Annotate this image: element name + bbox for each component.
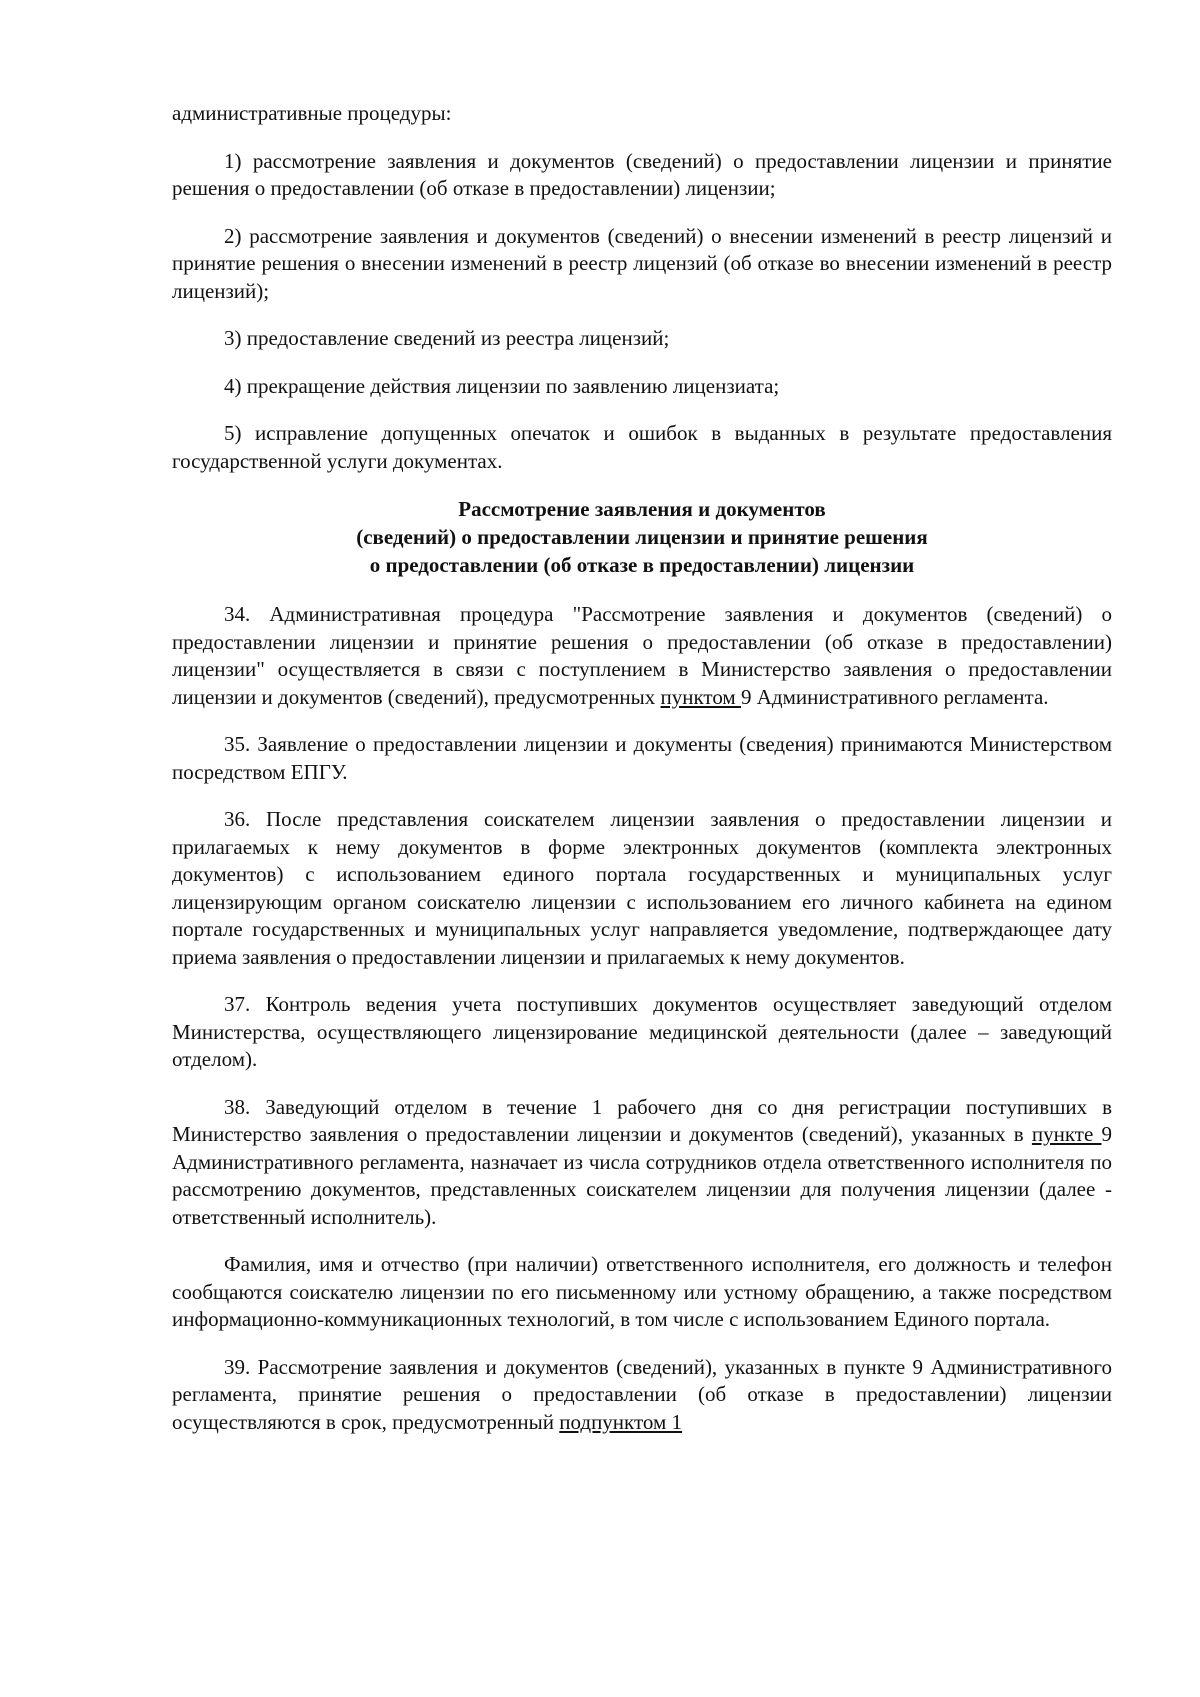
paragraph-text: 9 Административного регламента. [740, 684, 1049, 709]
paragraph-35: 35. Заявление о предоставлении лицензии и документы (сведения) принимаются Министерством посредством ЕПГУ. [172, 732, 1112, 784]
reference-link[interactable]: пункте [1031, 1122, 1102, 1146]
section-heading-line: Рассмотрение заявления и документов [458, 497, 826, 521]
paragraph-text: 39. Рассмотрение заявления и документов (сведений), указанных в пункте 9 Административного регламента, принятие решения о предоставлении (об отказе в предоставлении) лицензии осуществляются в срок, предусмотренный [172, 1354, 1112, 1434]
reference-link[interactable]: пунктом [660, 684, 741, 709]
paragraph-38-continued: Фамилия, имя и отчество (при наличии) ответственного исполнителя, его должность и телефон сообщаются соискателю лицензии по его письменному или устному обращению, а также посредством информационно-коммуникационных технологий, в том числе с использованием Единого портала. [172, 1252, 1112, 1331]
list-item: 1) рассмотрение заявления и документов (сведений) о предоставлении лицензии и принятие решения о предоставлении (об отказе в предоставлении) лицензии; [172, 148, 1112, 200]
list-item: 2) рассмотрение заявления и документов (сведений) о внесении изменений в реестр лицензий и принятие решения о внесении изменений в реестр лицензий (об отказе во внесении изменений в реестр лицензий); [172, 223, 1112, 303]
paragraph-text: 38. Заведующий отделом в течение 1 рабочего дня со дня регистрации поступивших в Министерство заявления о предоставлении лицензии и документов (сведений), указанных в [172, 1094, 1112, 1146]
list-item: 3) предоставление сведений из реестра лицензий; [224, 326, 670, 350]
paragraph-38 [172, 1094, 1112, 1232]
section-heading-line: о предоставлении (об отказе в предоставлении) лицензии [369, 553, 915, 577]
paragraph-text: 34. Административная процедура "Рассмотрение заявления и документов (сведений) о предоставлении лицензии и принятие решения о предоставлении (об отказе в предоставлении) лицензии" осуществляется в связи с поступлением в Министерство заявления о предоставлении лицензии и документов (сведений), предусмотренных [172, 602, 1112, 709]
paragraph-37: 37. Контроль ведения учета поступивших документов осуществляет заведующий отделом Министерства, осуществляющего лицензирование медицинской деятельности (далее – заведующий отделом). [172, 992, 1112, 1071]
paragraph-text: 9 Административного регламента, назначает из числа сотрудников отдела ответственного исполнителя по рассмотрению документов, представленных соискателем лицензии для получения лицензии (далее - ответственный исполнитель). [172, 1122, 1112, 1229]
section-heading [172, 495, 1112, 579]
section-heading-line: (сведений) о предоставлении лицензии и принятие решения [356, 525, 928, 549]
paragraph-34 [172, 601, 1112, 711]
intro-line: административные процедуры: [172, 101, 452, 125]
reference-link[interactable]: подпунктом 1 [559, 1409, 683, 1434]
paragraph-39 [172, 1354, 1112, 1437]
list-item: 4) прекращение действия лицензии по заявлению лицензиата; [224, 373, 780, 398]
paragraph-36: 36. После представления соискателем лицензии заявления о предоставлении лицензии и прилагаемых к нему документов в форме электронных документов (комплекта электронных документов) с использованием единого портала государственных и муниципальных услуг лицензирующим органом соискателю лицензии с использованием его личного кабинета на едином портале государственных и муниципальных услуг направляется уведомление, подтверждающее дату приема заявления о предоставлении лицензии и прилагаемых к нему документов. [172, 807, 1112, 969]
list-item: 5) исправление допущенных опечаток и ошибок в выданных в результате предоставления государственной услуги документах. [172, 421, 1112, 473]
document-body [172, 100, 1112, 1456]
